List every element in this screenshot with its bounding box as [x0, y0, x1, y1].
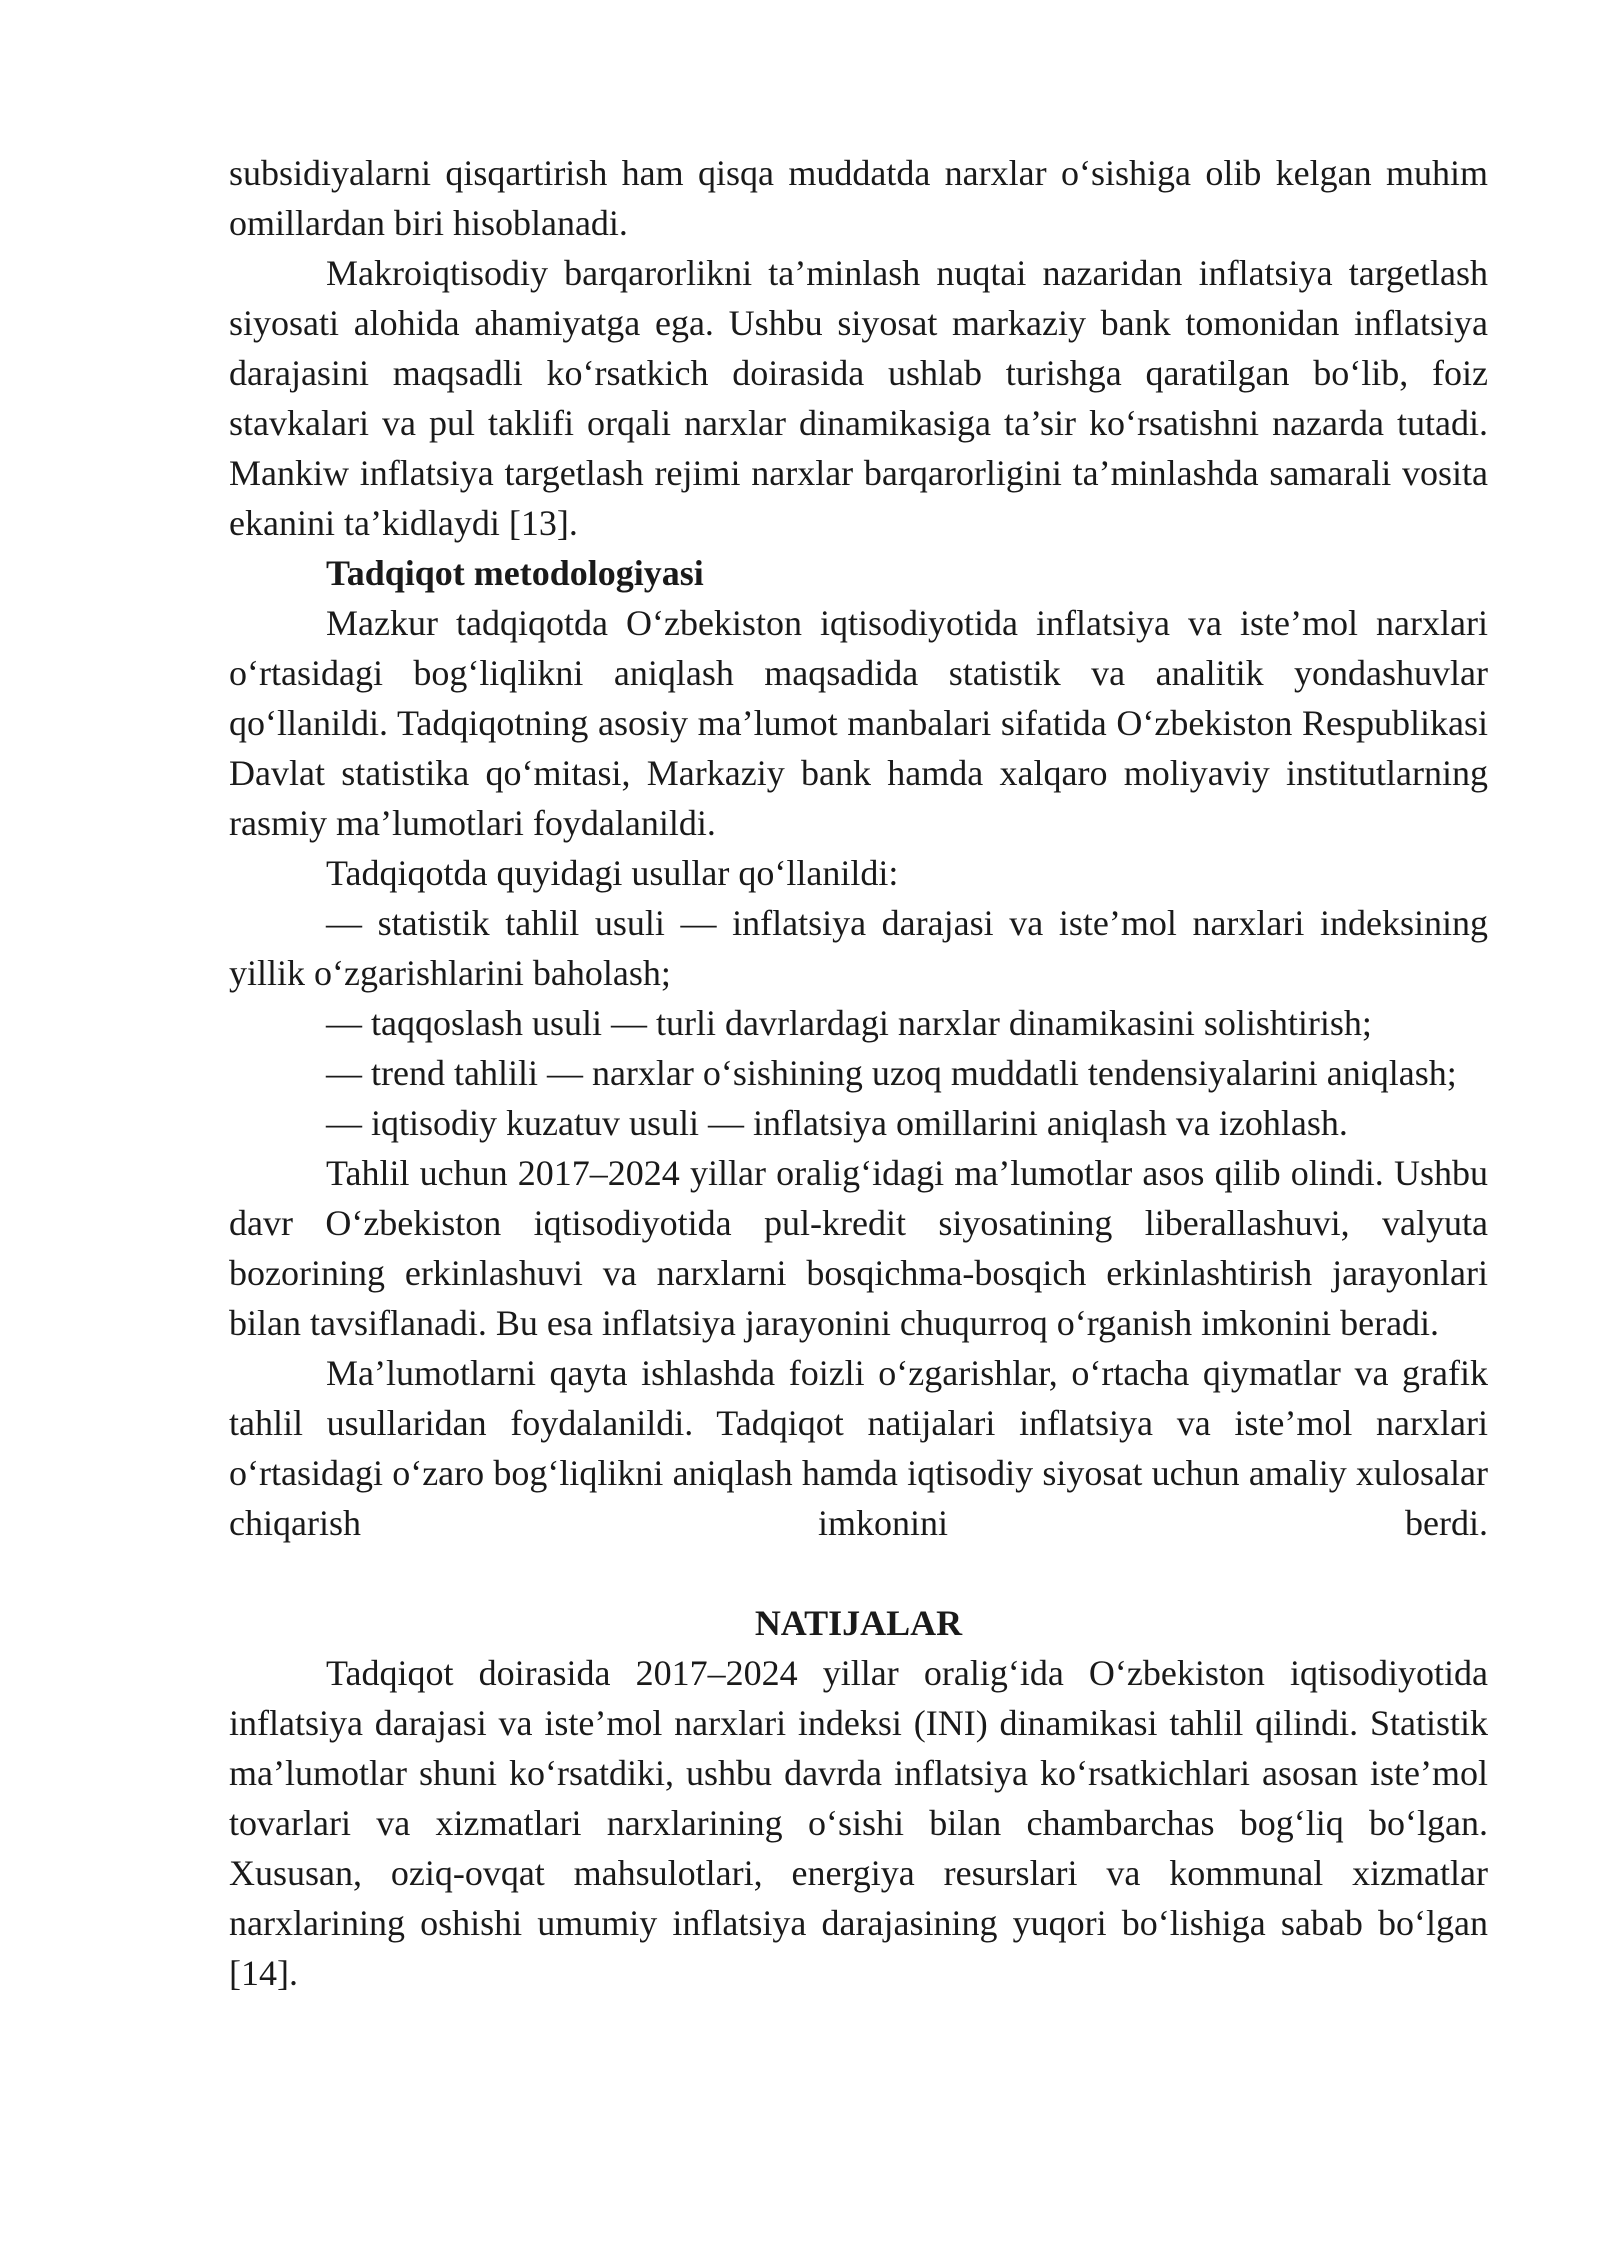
heading-results: NATIJALAR: [754, 1603, 963, 1643]
paragraph-inflation-targeting: Makroiqtisodiy barqarorlikni ta’minlash nuqtai nazaridan inflatsiya targetlash siyosati alohida ahamiyatga ega. Ushbu siyosat markaziy bank tomonidan inflatsiya darajasini maqsadli ko‘rsatkich doirasida ushlab turishga qaratilgan bo‘lib, foiz stavkalari va pul taklifi orqali narxlar dinamikasiga ta’sir ko‘rsatishni nazarda tutadi. Mankiw inflatsiya targetlash rejimi narxlar barqarorligini ta’minlashda samarali vosita ekanini ta’kidlaydi [13].: [229, 253, 1488, 543]
list-item-comparison: — taqqoslash usuli — turli davrlardagi narxlar dinamikasini solishtirish;: [326, 1003, 1372, 1043]
list-item-statistical-analysis: — statistik tahlil usuli — inflatsiya darajasi va iste’mol narxlari indeksining yillik o‘zgarishlarini baholash;: [229, 903, 1488, 993]
paragraph-methodology-intro: Mazkur tadqiqotda O‘zbekiston iqtisodiyotida inflatsiya va iste’mol narxlari o‘rtasidagi bog‘liqlikni aniqlash maqsadida statistik va analitik yondashuvlar qo‘llanildi. Tadqiqotning asosiy ma’lumot manbalari sifatida O‘zbekiston Respublikasi Davlat statistika qo‘mitasi, Markaziy bank hamda xalqaro moliyaviy institutlarning rasmiy ma’lumotlari foydalanildi.: [229, 603, 1488, 843]
paragraph-subsidies: subsidiyalarni qisqartirish ham qisqa muddatda narxlar o‘sishiga olib kelgan muhim omillardan biri hisoblanadi.: [229, 153, 1488, 243]
list-item-trend-analysis: — trend tahlili — narxlar o‘sishining uzoq muddatli tendensiyalarini aniqlash;: [326, 1053, 1457, 1093]
paragraph-data-processing: Ma’lumotlarni qayta ishlashda foizli o‘zgarishlar, o‘rtacha qiymatlar va grafik tahlil usullaridan foydalanildi. Tadqiqot natijalari inflatsiya va iste’mol narxlari o‘rtasidagi o‘zaro bog‘liqlikni aniqlash hamda iqtisodiy siyosat uchun amaliy xulosalar chiqarish imkonini berdi.: [229, 1353, 1488, 1543]
list-item-economic-observation: — iqtisodiy kuzatuv usuli — inflatsiya omillarini aniqlash va izohlash.: [326, 1103, 1348, 1143]
document-page: [229, 148, 1488, 1998]
heading-methodology: Tadqiqot metodologiyasi: [326, 553, 704, 593]
paragraph-results: Tadqiqot doirasida 2017–2024 yillar oralig‘ida O‘zbekiston iqtisodiyotida inflatsiya darajasi va iste’mol narxlari indeksi (INI) dinamikasi tahlil qilindi. Statistik ma’lumotlar shuni ko‘rsatdiki, ushbu davrda inflatsiya ko‘rsatkichlari asosan iste’mol tovarlari va xizmatlari narxlarining o‘sishi bilan chambarchas bog‘liq bo‘lgan. Xususan, oziq-ovqat mahsulotlari, energiya resurslari va kommunal xizmatlar narxlarining oshishi umumiy inflatsiya darajasining yuqori bo‘lishiga sabab bo‘lgan [14].: [229, 1653, 1488, 1993]
paragraph-analysis-period: Tahlil uchun 2017–2024 yillar oralig‘idagi ma’lumotlar asos qilib olindi. Ushbu davr O‘zbekiston iqtisodiyotida pul-kredit siyosatining liberallashuvi, valyuta bozorining erkinlashuvi va narxlarni bosqichma-bosqich erkinlashtirish jarayonlari bilan tavsiflanadi. Bu esa inflatsiya jarayonini chuqurroq o‘rganish imkonini beradi.: [229, 1153, 1488, 1343]
paragraph-methods-lead: Tadqiqotda quyidagi usullar qo‘llanildi:: [326, 853, 899, 893]
